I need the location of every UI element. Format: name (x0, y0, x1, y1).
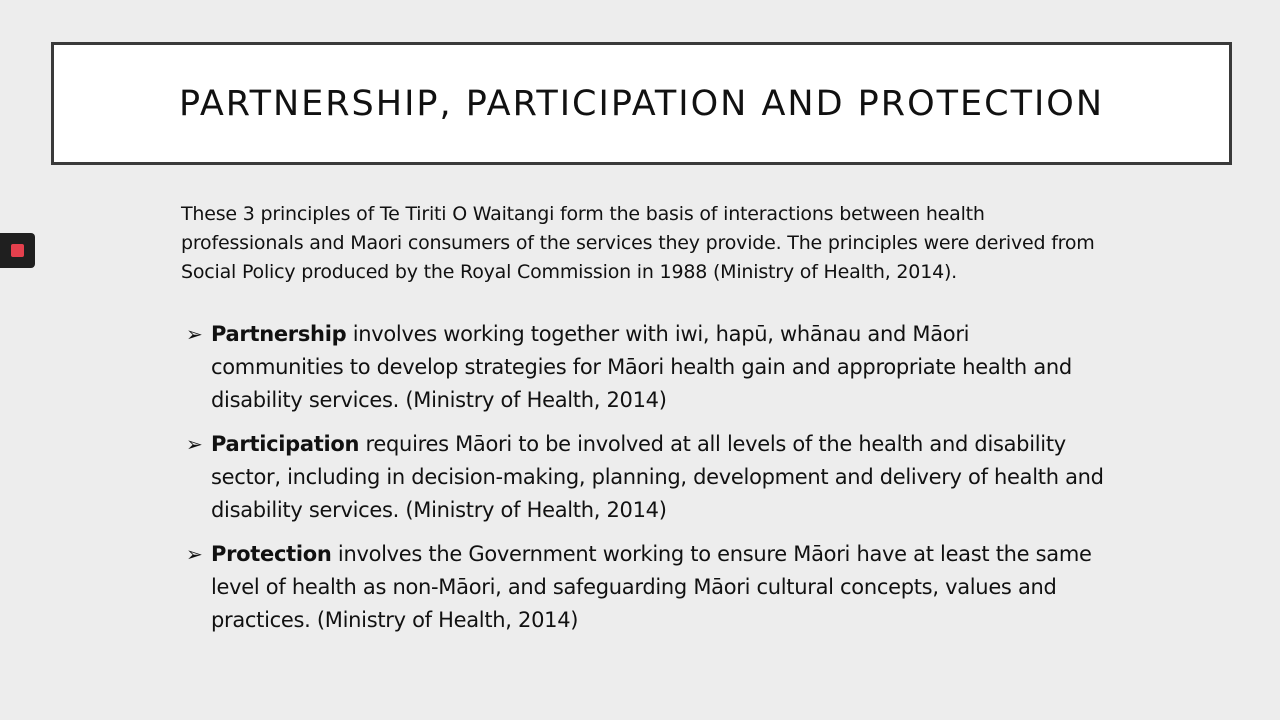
arrowhead-bullet-icon: ➢ (186, 542, 203, 566)
list-item-protection (186, 538, 1106, 637)
record-stop-icon (11, 244, 24, 257)
slide-title: PARTNERSHIP, PARTICIPATION AND PROTECTION (178, 83, 1105, 124)
principle-term: Partnership (211, 322, 347, 346)
arrowhead-bullet-icon: ➢ (186, 432, 203, 456)
principle-term: Participation (211, 432, 360, 456)
principle-term: Protection (211, 542, 332, 566)
principle-description: requires Māori to be involved at all levels of the health and disability sector, including in decision-making, planning, development and delivery of health and disability services. (Ministry of Health, 2014) (211, 432, 1104, 522)
principle-description: involves the Government working to ensure Māori have at least the same level of health as non-Māori, and safeguarding Māori cultural concepts, values and practices. (Ministry of Health, 2014) (211, 542, 1092, 632)
principles-list (186, 318, 1106, 648)
intro-paragraph: These 3 principles of Te Tiriti O Waitangi form the basis of interactions between health professionals and Maori consumers of the services they provide. The principles were derived from Social Policy produced by the Royal Commission in 1988 (Ministry of Health, 2014). (181, 203, 1095, 283)
arrowhead-bullet-icon: ➢ (186, 322, 203, 346)
principle-description: involves working together with iwi, hapū, whānau and Māori communities to develop strategies for Māori health gain and appropriate health and disability services. (Ministry of Health, 2014) (211, 322, 1072, 412)
recording-indicator[interactable] (0, 233, 35, 268)
list-item-partnership (186, 318, 1106, 417)
title-box (51, 42, 1232, 165)
list-item-participation (186, 428, 1106, 527)
